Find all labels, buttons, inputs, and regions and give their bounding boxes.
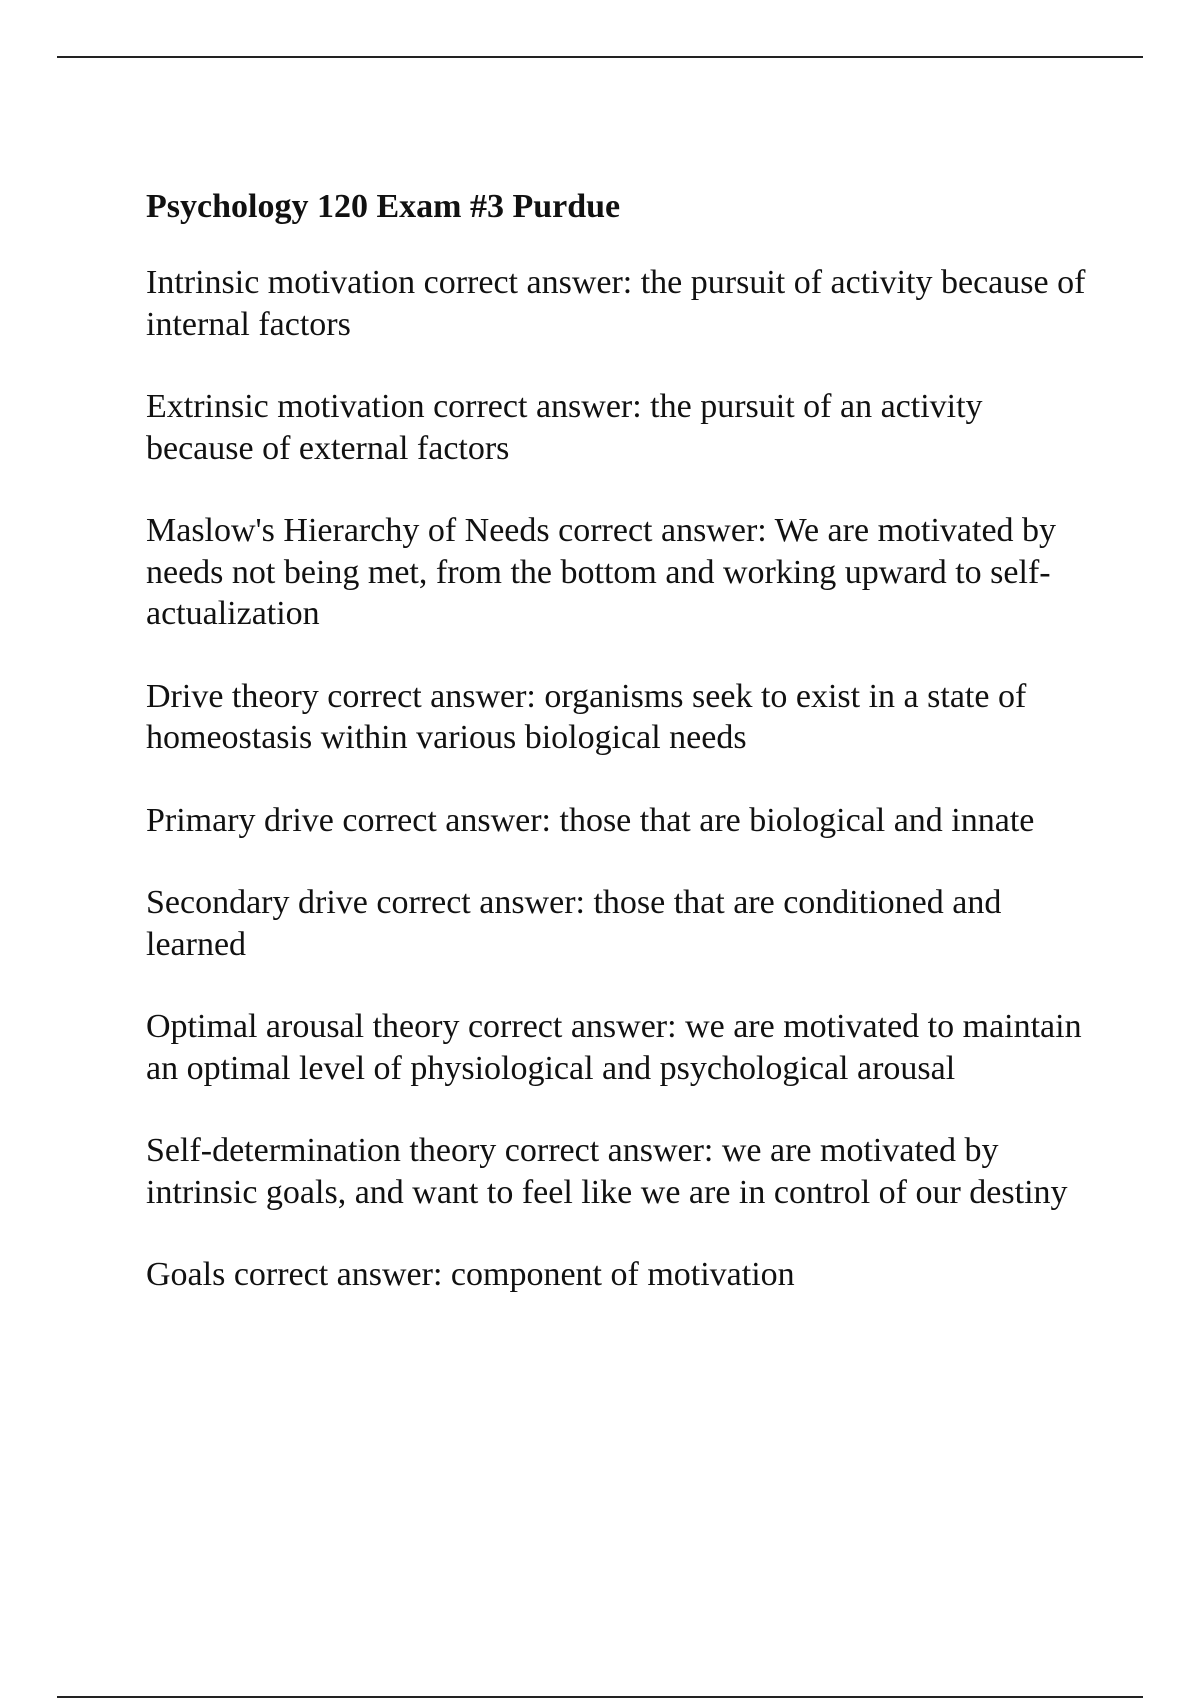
qa-item-optimal-arousal-theory: Optimal arousal theory correct answer: we are motivated to maintain an optimal level of physiological and psychological arousal xyxy=(146,1008,1082,1087)
qa-item-maslows-hierarchy: Maslow's Hierarchy of Needs correct answer: We are motivated by needs not being met, from the bottom and working upward to self-actualization xyxy=(146,512,1057,632)
qa-item-intrinsic-motivation: Intrinsic motivation correct answer: the pursuit of activity because of internal factors xyxy=(146,264,1086,343)
page-title: Psychology 120 Exam #3 Purdue xyxy=(146,188,621,225)
bottom-divider xyxy=(57,1696,1143,1698)
qa-item-secondary-drive: Secondary drive correct answer: those that are conditioned and learned xyxy=(146,884,1002,963)
qa-item-extrinsic-motivation: Extrinsic motivation correct answer: the pursuit of an activity because of external factors xyxy=(146,388,983,467)
qa-item-primary-drive: Primary drive correct answer: those that are biological and innate xyxy=(146,801,1035,839)
qa-item-goals: Goals correct answer: component of motivation xyxy=(146,1256,795,1293)
qa-item-self-determination-theory: Self-determination theory correct answer: we are motivated by intrinsic goals, and want to feel like we are in control of our destiny xyxy=(146,1132,1068,1211)
qa-list xyxy=(146,262,1096,1296)
document-body xyxy=(146,186,1096,1337)
qa-item-drive-theory: Drive theory correct answer: organisms seek to exist in a state of homeostasis within various biological needs xyxy=(146,677,1027,756)
top-divider xyxy=(57,56,1143,58)
